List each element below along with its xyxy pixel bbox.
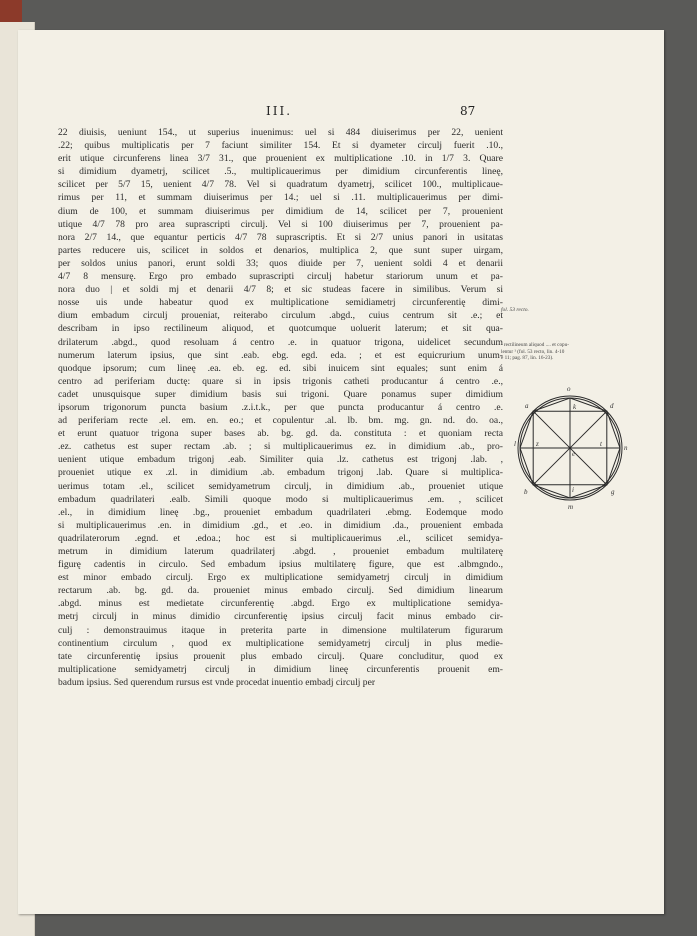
- geometric-figure: [512, 370, 632, 510]
- label-k: k: [573, 403, 577, 411]
- text-line: figurę cadentis in circulo. Sed embadum ipsius multilaterę figure, que est .albmgndo.,: [58, 559, 503, 571]
- label-a: a: [525, 402, 529, 410]
- text-line: si multiplicauerimus .en. in dimidium .gd., et .eo. in dimidium .da., prouenient embada: [58, 519, 503, 531]
- label-z: z: [536, 440, 539, 448]
- text-line: tate circunferentię ipsius prouenit plus embado circulj. Quare concluditur, quod ex: [58, 650, 503, 662]
- footnote-line: e 11; pag. 87, lin. 16-23).: [501, 355, 554, 362]
- label-i: i: [572, 486, 574, 494]
- text-line: .ez. cathetus est super rectam .ab. ; si multiplicauerimus ez. in dimidium .ab., pro-: [58, 441, 503, 453]
- text-line: culj : demonstrauimus itaque in preterita parte in dimensione multilaterum figurarum: [58, 624, 503, 636]
- text-line: embadum quadrilateri .ealb. Simili quoque modo si multiplicauerimus .em. , scilicet: [58, 493, 503, 505]
- text-line: proueniet utique ex .zl. in dimidium .ab. embadum trigonj .lab. Quare si multiplica-: [58, 467, 503, 479]
- text-line: si dimidium dyametrj, scilicet .5., multiplicauerimus per dimidium circunferentis lineę,: [58, 166, 503, 178]
- text-line: centro ad periferiam ductę: quare si in ipsis trigonis catheti producantur á centro .e.,: [58, 375, 503, 387]
- text-line: uenient utique embadum trigonj .eab. Similiter quia .lz. cathetus est trigonj .lab. ,: [58, 454, 503, 466]
- text-line: .22; quibus multiplicatis per 7 faciunt similiter 154. Et si dyameter circulj fuerit .10.,: [58, 140, 503, 152]
- text-line: et erunt quatuor trigona super bases ab. bg. gd. da. constituta : et quoniam recta: [58, 428, 503, 440]
- label-l: l: [514, 440, 516, 448]
- text-line: continentium circulum , quod ex multiplicatione semidyametrj circulj in plus medie-: [58, 637, 503, 649]
- text-line: utique 4/7 78 pro area suprascripti circulj. Vel si 100 diuiserimus per 7, prouenient pa-: [58, 218, 503, 230]
- label-m: m: [568, 503, 574, 510]
- text-line: dium de 100, et summam diuiserimus per dimidium de 14, scilicet per 7, prouenient: [58, 205, 503, 217]
- text-line: ad periferiam recte .el. em. en. eo.; et copulentur .al. lb. bm. mg. gn. nd. do. oa.,: [58, 415, 503, 427]
- text-line: multiplicatione semidyametrj circulj in dimidium lineę circunferentis prouenit em-: [58, 663, 503, 675]
- text-line: nosse uis unde habeatur quod ex multiplicatione semidiametrj circunferentię dimi-: [58, 297, 503, 309]
- circle-octagon-diagram: [512, 370, 632, 510]
- text-line: badum ipsius. Sed querendum rursus est vnde procedat inuentio embadj circulj per: [58, 676, 376, 688]
- text-line: metrum in dimidium laterum quadrilaterj .abgd. , proueniet embadum multilaterę: [58, 546, 503, 557]
- text-line: rimus per 11, et summam diuiserimus per 14.; uel si .11. multiplicauerimus per dimi-: [58, 192, 503, 204]
- text-line: per soldos unius panori, erunt soldi 33; quos diuide per 7, uenient soldi 4 et denarii: [58, 257, 503, 269]
- text-line: rectarum .ab. bg. gd. da. proueniet minus embado circulj. Sed dimidium linearum: [58, 585, 503, 597]
- text-line: metrj circulj in minus dimidio circunferentię ipsius circulj facit minus embado cir-: [58, 611, 503, 623]
- text-line: quadrilaterorum .egnd. et .edoa.; hoc est si multiplicauerimus .el., scilicet semidya-: [58, 532, 503, 544]
- label-t: t: [600, 440, 602, 448]
- book-page: [18, 30, 664, 914]
- text-line: dium embadum circulj proueniat, reiterabo circulum .abgd., cuius centrum sit .e.; et: [58, 310, 503, 322]
- text-line: describam in ipso rectilineum aliquod, et quotcumque uoluerit laterum; et sit qua-: [58, 323, 503, 335]
- text-line: quodque ipsorum; cum lineę .ea. eb. eg. ed. sibi inuicem sint equales; sunt enim á: [58, 362, 503, 374]
- body-text: [58, 126, 503, 689]
- label-n: n: [624, 444, 628, 452]
- label-o: o: [567, 385, 571, 393]
- label-e: e: [572, 450, 576, 458]
- text-line: numerum laterum ipsius, que sint .eab. ebg. egd. eda. ; et est equicrurium unum-: [58, 349, 503, 361]
- footnote: [501, 342, 623, 362]
- footnote-line: lentur ¹ (fol. 53 recto, lin. 4-10: [501, 348, 565, 355]
- label-g: g: [611, 488, 615, 496]
- text-line: nora 2/7 14., que equantur perticis 4/7 78 suprascriptis. Et si 2/7 unius panori in usitatas: [58, 231, 503, 243]
- text-line: .abgd. minus est medietate circunferentię .abgd. Ergo ex multiplicatione semidya-: [58, 598, 503, 610]
- text-line: 4/7 8 mensurę. Ergo pro embado suprascripti circulj habetur stariorum unum et pa-: [58, 271, 503, 283]
- text-line: est minor embado circulj. Ergo ex multiplicatione semidyametrj circulj in dimidium: [58, 572, 503, 584]
- text-line: 22 diuisis, ueniunt 154., ut superius inuenimus: uel si 484 diuiserimus per 22, uenient: [58, 127, 503, 138]
- text-line: uerimus totam .el., scilicet semidyametrum circulj, in dimidium .ab., proueniet utique: [58, 480, 503, 492]
- section-number: III.: [266, 104, 293, 118]
- footnote-line: ¹ rectilineum aliquod .... et copu-: [501, 342, 569, 348]
- text-line: erit utique circunferens linea 3/7 31., que prouenient ex multiplicatione .10. in 1/7 3. Quare: [58, 153, 503, 165]
- text-line: scilicet per 5/7 15, uenient 4/7 78. Vel si quadratum dyametrj, scilicet 100., multiplicaue-: [58, 179, 503, 191]
- text-line: nora duo | et soldi mj et denarii 4/7 8; et sic studeas facere in similibus. Verum si: [58, 284, 503, 296]
- text-line: drilaterum .abgd., quod resoluam á centro .e. in quatuor trigona, uidelicet secundum: [58, 336, 503, 348]
- label-d: d: [610, 402, 614, 410]
- text-line: partes reducere uis, scilicet in soldos et denarios, multiplica 2, que sunt super uirgam,: [58, 244, 503, 256]
- label-b: b: [524, 488, 528, 496]
- text-line: ipsorum trigonorum puncta basium .z.i.t.k., per que puncta producantur á centro .e.: [58, 401, 503, 413]
- page-number: 87: [460, 104, 476, 118]
- text-line: cadet unusquisque super dimidium basis sui trigoni. Quare ponamus super dimidium: [58, 388, 503, 400]
- text-line: .el., in dimidium lineę .bg., proueniet embadum quadrilateri .ebmg. Eodemque modo: [58, 506, 503, 518]
- margin-folio-reference: fol. 53 recto.: [501, 307, 529, 313]
